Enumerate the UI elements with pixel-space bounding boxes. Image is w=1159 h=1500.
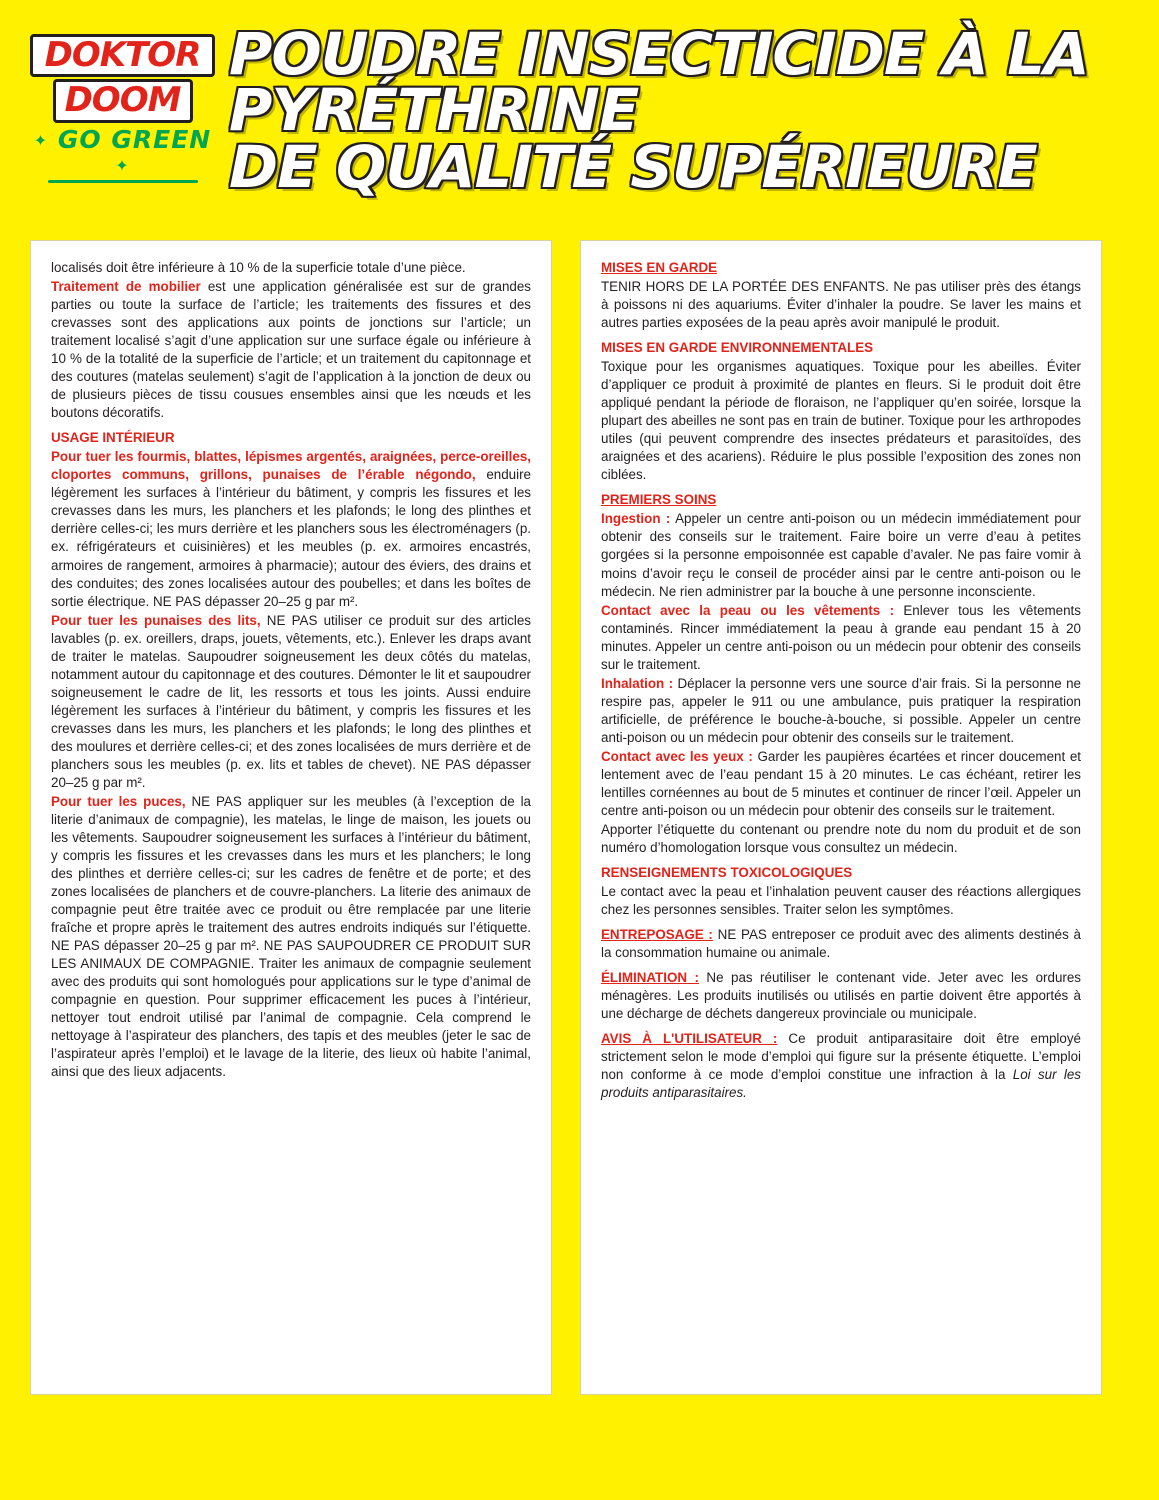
title-line-2: DE QUALITÉ SUPÉRIEURE — [229, 132, 1037, 201]
bedbugs-lead: Pour tuer les punaises des lits, — [51, 612, 261, 628]
eye-contact-lead: Contact avec les yeux : — [601, 748, 753, 764]
page-header — [0, 0, 1159, 201]
page-title — [215, 20, 1131, 201]
label-note-text: Apporter l’étiquette du contenant ou prendre note du nom du produit et de son numéro d’homologation lorsque vous consultez un médecin. — [601, 821, 1081, 855]
brand-name-line2: DOOM — [53, 79, 193, 122]
indoor-use-heading: USAGE INTÉRIEUR — [51, 430, 175, 446]
first-aid-heading: PREMIERS SOINS — [601, 492, 717, 508]
ingestion-lead: Ingestion : — [601, 511, 671, 527]
storage-lead: ENTREPOSAGE : — [601, 927, 713, 943]
inhalation-text: Déplacer la personne vers une source d’air frais. Si la personne ne respire pas, appeler le 911 ou une ambulance, puis pratiquer la respiration artificielle, de préférence le bouche-à-bouche, si possible. Appeler un centre anti-poison ou un médecin pour obtenir des conseils sur le traitement. — [601, 675, 1081, 745]
fleas-text: NE PAS appliquer sur les meubles (à l’exception de la literie d’animaux de compagnie), les matelas, le linge de maison, les jouets ou les vêtements. Saupoudrer soigneusement les surfaces à l’intérieur du bâtiment, y compris les fissures et les crevasses dans les murs et les planchers; le long des plinthes et derrière celles-ci; sur les cadres de fenêtre et de porte; et des zones localisées de planchers et de couvre-planchers. La literie des animaux de compagnie peut être traitée avec ce produit ou être remplacée par une literie fraîche et propre après le traitement des autres endroits indiqués sur l’étiquette. NE PAS dépasser 20–25 g par m². NE PAS SAUPOUDRER CE PRODUIT SUR LES ANIMAUX DE COMPAGNIE. Traiter les animaux de compagnie seulement avec des produits qui sont homologués pour applications sur le type d’animal de compagnie en question. Pour supprimer efficacement les puces à l’intérieur, nettoyer tout endroit utilisé par l’animal de compagnie. Cela comprend le nettoyage à l’aspirateur des planchers, des tapis et des meubles (jeter le sac de l’aspirateur après l’emploi) et le lavage de la literie, des lieux où habite l’animal, ainsi que des lieux adjacents. — [51, 793, 532, 1080]
toxicological-heading: RENSEIGNEMENTS TOXICOLOGIQUES — [601, 865, 853, 880]
brand-tagline — [30, 124, 215, 177]
body-columns — [0, 240, 1159, 1395]
disposal-lead: ÉLIMINATION : — [601, 970, 699, 986]
ants-lead: Pour tuer les fourmis, blattes, lépismes argentés, araignées, perce-oreilles, cloportes communs, grillons, punaises de l’érable négondo, — [51, 449, 531, 483]
skin-contact-lead: Contact avec la peau ou les vêtements : — [601, 602, 895, 618]
furniture-lead: Traitement de mobilier — [51, 279, 201, 295]
eye-contact-paragraph — [601, 748, 1081, 820]
warnings-text: TENIR HORS DE LA PORTÉE DES ENFANTS. Ne pas utiliser près des étangs à poissons ni des aquariums. Éviter d’inhaler la poudre. Se laver les mains et autres parties exposées de la peau après avoir manipulé le produit. — [601, 279, 1081, 331]
brand-tagline-text: GO GREEN — [57, 124, 212, 154]
right-column — [580, 240, 1102, 1395]
bedbugs-paragraph — [51, 612, 531, 792]
inhalation-paragraph — [601, 675, 1081, 747]
toxicological-text: Le contact avec la peau et l’inhalation peuvent causer des réactions allergiques chez les personnes sensibles. Traiter selon les symptômes. — [601, 884, 1081, 918]
skin-contact-paragraph — [601, 602, 1081, 674]
ingestion-paragraph — [601, 510, 1081, 600]
title-line-1: POUDRE INSECTICIDE À LA PYRÉTHRINE — [229, 20, 1089, 145]
ants-paragraph — [51, 448, 531, 610]
user-notice-act-name: Loi sur les produits antiparasitaires. — [601, 1067, 1081, 1101]
brand-underline — [48, 180, 198, 183]
ants-text: enduire légèrement les surfaces à l’intérieur du bâtiment, y compris les fissures et les crevasses dans les murs, les planchers et les plafonds; le long des plinthes et derrière celles-ci; les murs derrière et les planchers sous les électroménagers (p. ex. réfrigérateurs et cuisinières) et les meubles (p. ex. armoires encastrés, armoires de rangement, armoires à pharmacie); autour des éviers, des drains et des conduites; des zones localisées autour des poubelles; et dans les boîtes de sortie électrique. NE PAS dépasser 20–25 g par m². — [51, 467, 531, 609]
left-column — [30, 240, 552, 1395]
fleas-lead: Pour tuer les puces, — [51, 793, 186, 809]
ingestion-text: Appeler un centre anti-poison ou un médecin immédiatement pour obtenir des conseils sur le traitement. Faire boire un verre d’eau à petites gorgées si la personne empoisonnée est capable d’avaler. Ne pas faire vomir à moins d’avoir reçu le conseil de procéder ainsi par le centre anti-poison ou le médecin. Ne rien administrer par la bouche à une personne inconsciente. — [601, 511, 1081, 599]
disposal-text: Ne pas réutiliser le contenant vide. Jeter avec les ordures ménagères. Les produits inutilisés ou utilisés en partie doivent être apportés à une décharge de déchets dangereux provinciale ou municipale. — [601, 970, 1081, 1022]
brand-name-line1: DOKTOR — [30, 34, 215, 77]
bedbugs-text: NE PAS utiliser ce produit sur des articles lavables (p. ex. oreillers, draps, jouets, vêtements, etc.). Enlever les draps avant de traiter le matelas. Saupoudrer soigneusement les deux côtés du matelas, notamment autour du capitonnage et des coutures. Démonter le lit et saupoudrer soigneusement le cadre de lit, les ressorts et tous les joints. Aussi enduire légèrement les surfaces à l’intérieur du bâtiment, y compris les fissures et les crevasses dans les murs, les planchers et les plafonds; le long des plinthes et des moulures et derrière celles-ci; et des zones localisées de murs derrière et de planchers sous les meubles (p. ex. lits et tables de chevet). NE PAS dépasser 20–25 g par m². — [51, 612, 531, 790]
brand-logo — [30, 22, 215, 183]
furniture-text: est une application généralisée est sur de grandes parties ou toute la surface de l’article; les traitements des fissures et des crevasses sont des applications aux points de jonctions sur l’article; un traitement localisé s’agit d’une application sur une surface égale ou inférieure à 10 % de la totalité de la superficie de l’article; et un traitement du capitonnage et des coutures (matelas seulement) s’agit de l’application à la jonction de deux ou de plusieurs pièces de tissu cousues ensembles ainsi que les nœuds et les boutons décoratifs. — [51, 279, 531, 421]
fleas-paragraph — [51, 793, 531, 1082]
star-icon-right: ✦ — [115, 155, 130, 175]
storage-paragraph — [601, 926, 1081, 962]
inhalation-lead: Inhalation : — [601, 675, 674, 691]
user-notice-lead: AVIS À L'UTILISATEUR : — [601, 1031, 778, 1047]
furniture-paragraph — [51, 278, 531, 422]
user-notice-paragraph — [601, 1030, 1081, 1102]
disposal-paragraph — [601, 969, 1081, 1023]
star-icon-left: ✦ — [33, 130, 49, 150]
skin-contact-text: Enlever tous les vêtements contaminés. Rincer immédiatement la peau à grande eau pendant 15 à 20 minutes. Appeler un centre anti-poison ou un médecin pour obtenir des conseils sur le traitement. — [601, 602, 1081, 672]
eye-contact-text: Garder les paupières écartées et rincer doucement et lentement avec de l’eau pendant 15 à 20 minutes. Le cas échéant, retirer les lentilles cornéennes au bout de 5 minutes et continuer de rincer l’œil. Appeler un centre anti-poison ou un médecin pour obtenir des conseils sur le traitement. — [601, 748, 1081, 818]
warnings-heading: MISES EN GARDE — [601, 260, 718, 275]
storage-text: NE PAS entreposer ce produit avec des aliments destinés à la consommation humaine ou animale. — [601, 927, 1082, 961]
environmental-warnings-heading: MISES EN GARDE ENVIRONNEMENTALES — [601, 340, 874, 356]
user-notice-text: Ce produit antiparasitaire doit être employé strictement selon le mode d’emploi qui figure sur la présente étiquette. L’emploi non conforme à ce mode d’emploi constitue une infraction à la — [601, 1031, 1081, 1083]
intro-paragraph: localisés doit être inférieure à 10 % de la superficie totale d’une pièce. — [51, 260, 466, 275]
environmental-warnings-text: Toxique pour les organismes aquatiques. Toxique pour les abeilles. Éviter d’appliquer ce produit à proximité de plantes en fleurs. Si le produit doit être appliqué pendant la période de floraison, ne l’appliquer qu’en soirée, lorsque la plupart des abeilles ne sont pas en train de butiner. Toxique pour les arthropodes utiles (qui peuvent comprendre des insectes prédateurs et parasitoïdes, des araignées et des acariens). Réduire le plus possible l’exposition des zones non ciblées. — [601, 359, 1081, 483]
